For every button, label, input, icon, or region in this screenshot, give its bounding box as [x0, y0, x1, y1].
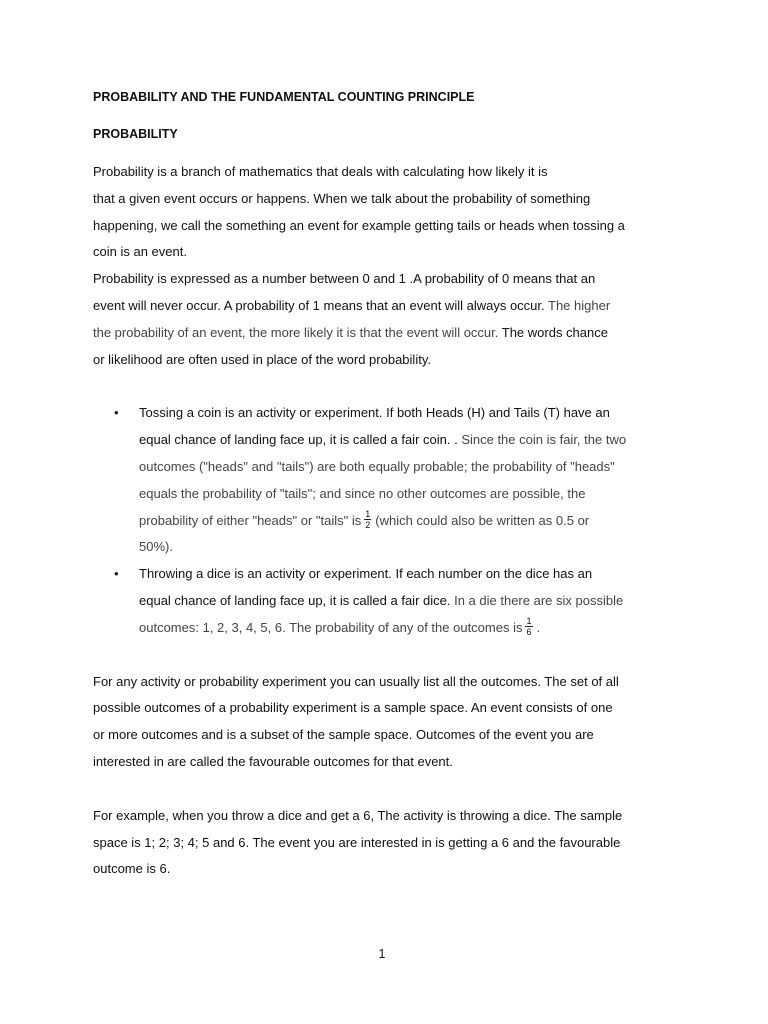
- examples-list: [93, 400, 683, 641]
- text-line-grey: In a die there are six possible: [450, 592, 624, 608]
- text-line: that a given event occurs or happens. When we talk about the probability of something: [93, 190, 591, 206]
- text-line-grey: the probability of an event, the more likely it is that the event will occur.: [93, 324, 499, 340]
- bullet-icon: •: [114, 405, 119, 421]
- text-line: For example, when you throw a dice and get a 6, The activity is throwing a dice. The sample: [93, 807, 623, 823]
- text-line: Tossing a coin is an activity or experiment. If both Heads (H) and Tails (T) have an: [139, 405, 610, 421]
- text-line-grey: Since the coin is fair, the two: [457, 432, 627, 448]
- text-line: outcome is 6.: [93, 861, 171, 877]
- text-line: Probability is expressed as a number between 0 and 1 .A probability of 0 means that an: [93, 271, 596, 287]
- fraction-one-sixth: $\frac{1}{6}$: [526, 615, 532, 637]
- text-line: happening, we call the something an event for example getting tails or heads when tossing a: [93, 217, 625, 233]
- page-number: 1: [378, 947, 386, 961]
- text-line-grey: probability of either "heads" or "tails" is: [139, 512, 362, 528]
- text-line-grey: 50%).: [139, 539, 173, 555]
- text-line-grey: outcomes ("heads" and "tails") are both equally probable; the probability of "heads": [139, 458, 615, 474]
- sample-space-paragraph: [93, 669, 683, 776]
- intro-paragraph: [93, 159, 683, 373]
- text-line: Probability is a branch of mathematics that deals with calculating how likely it is: [93, 164, 548, 179]
- text-line-grey: (which could also be written as 0.5 or: [375, 512, 590, 528]
- text-line: equal chance of landing face up, it is called a fair dice.: [139, 592, 451, 608]
- text-line: coin is an event.: [93, 244, 187, 260]
- text-line: interested in are called the favourable outcomes for that event.: [93, 753, 453, 769]
- text-line: or likelihood are often used in place of the word probability.: [93, 351, 431, 367]
- document-title: PROBABILITY AND THE FUNDAMENTAL COUNTING PRINCIPLE: [93, 90, 475, 104]
- text-line: space is 1; 2; 3; 4; 5 and 6. The event you are interested in is getting a 6 and the favourable: [93, 834, 621, 850]
- example-paragraph: [93, 803, 683, 883]
- list-item-dice: [93, 561, 683, 641]
- text-line: or more outcomes and is a subset of the sample space. Outcomes of the event you are: [93, 727, 594, 743]
- text-line-grey: The higher: [544, 297, 611, 313]
- text-line-grey: .: [536, 619, 541, 635]
- document-body: [93, 89, 683, 883]
- text-line: possible outcomes of a probability experiment is a sample space. An event consists of one: [93, 700, 613, 716]
- bullet-icon: •: [114, 566, 119, 582]
- text-line-grey: equals the probability of "tails"; and since no other outcomes are possible, the: [139, 485, 586, 501]
- text-line: For any activity or probability experiment you can usually list all the outcomes. The set of all: [93, 673, 619, 689]
- text-line: equal chance of landing face up, it is called a fair coin. .: [139, 432, 458, 448]
- list-item-coin: [93, 400, 683, 561]
- text-line: The words chance: [498, 324, 608, 340]
- text-line-grey: outcomes: 1, 2, 3, 4, 5, 6. The probability of any of the outcomes is: [139, 619, 523, 635]
- fraction-one-half: $\frac{1}{2}$: [365, 508, 371, 530]
- text-line: Throwing a dice is an activity or experiment. If each number on the dice has an: [139, 566, 593, 582]
- text-line: event will never occur. A probability of 1 means that an event will always occur.: [93, 297, 545, 313]
- section-heading: PROBABILITY: [93, 127, 178, 141]
